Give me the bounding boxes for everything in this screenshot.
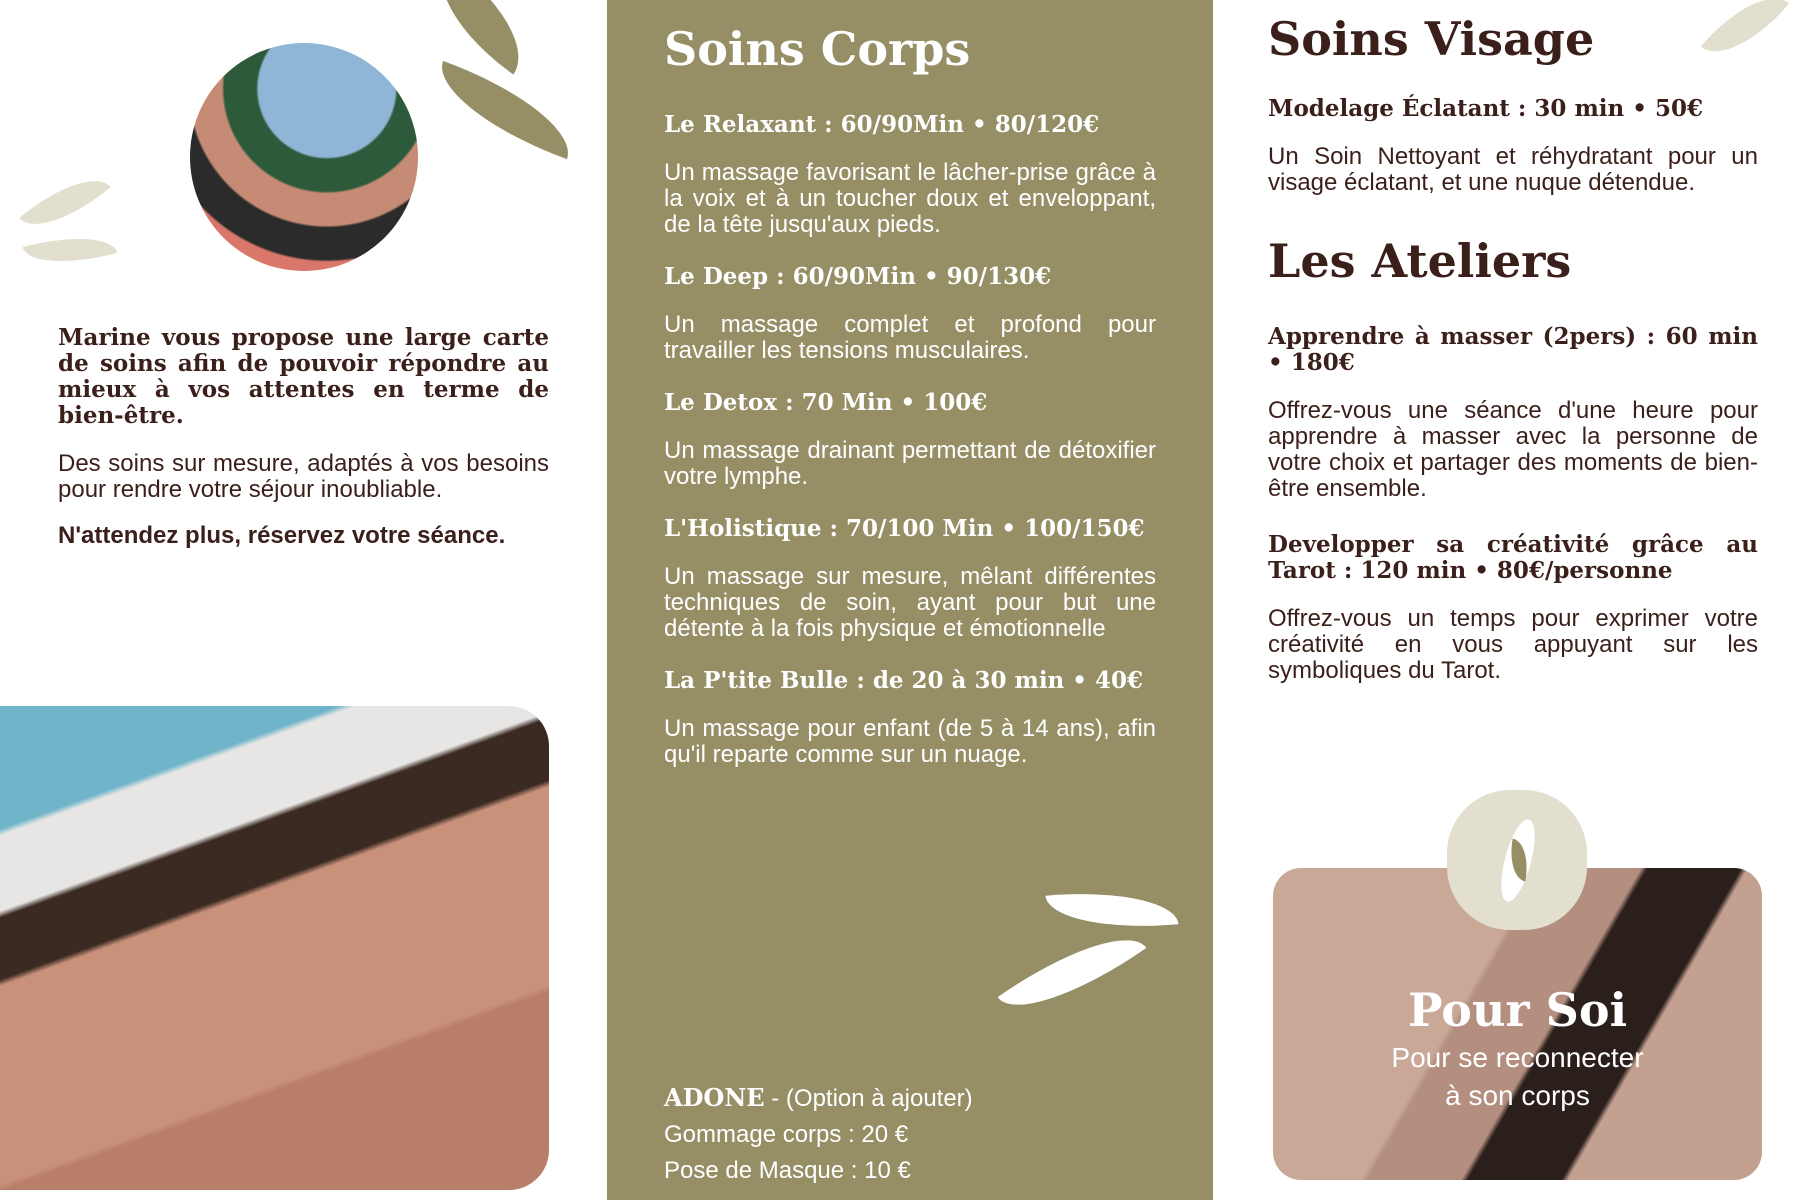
addon-masque: Pose de Masque : 10 €	[664, 1157, 911, 1184]
call-to-action: N'attendez plus, réservez votre séance.	[58, 522, 506, 549]
soin-corps-heading: Le Deep : 60/90Min • 90/130€	[664, 263, 1052, 290]
visage-heading: Modelage Éclatant : 30 min • 50€	[1268, 95, 1703, 122]
leaf-decoration	[426, 61, 584, 159]
flower-logo-icon	[1447, 790, 1587, 930]
intro-text: Des soins sur mesure, adaptés à vos besoins pour rendre votre séjour inoubliable.	[58, 450, 549, 503]
soin-corps-heading: Le Relaxant : 60/90Min • 80/120€	[664, 111, 1100, 138]
ateliers-title: Les Ateliers	[1268, 234, 1572, 288]
leaf-decoration	[1046, 884, 1179, 935]
soin-corps-text: Un massage favorisant le lâcher-prise grâce à la voix et à un toucher doux et enveloppant, de la tête jusqu'aux pieds.	[664, 159, 1156, 238]
atelier-heading: Developper sa créativité grâce au Tarot : 120 min • 80€/personne	[1268, 531, 1758, 584]
leaf-decoration	[415, 0, 545, 74]
atelier-text: Offrez-vous un temps pour exprimer votre créativité en vous appuyant sur les symboliques du Tarot.	[1268, 605, 1758, 684]
pour-soi-title: Pour Soi	[1407, 983, 1628, 1037]
soin-corps-text: Un massage drainant permettant de détoxifier votre lymphe.	[664, 437, 1156, 490]
addon-brand: ADONE	[664, 1083, 765, 1112]
therapist-photo	[190, 43, 418, 271]
soin-corps-heading: L'Holistique : 70/100 Min • 100/150€	[664, 515, 1145, 542]
soin-corps-text: Un massage sur mesure, mêlant différentes techniques de soin, ayant pour but une détente à la fois physique et émotionnelle	[664, 563, 1156, 642]
leaf-decoration	[23, 224, 118, 276]
soins-visage-title: Soins Visage	[1268, 12, 1595, 66]
soin-corps-heading: La P'tite Bulle : de 20 à 30 min • 40€	[664, 667, 1144, 694]
soin-corps-text: Un massage complet et profond pour travailler les tensions musculaires.	[664, 311, 1156, 364]
intro-bold: Marine vous propose une large carte de soins afin de pouvoir répondre au mieux à vos attentes en terme de bien-être.	[58, 324, 549, 429]
soin-corps-heading: Le Detox : 70 Min • 100€	[664, 389, 988, 416]
atelier-text: Offrez-vous une séance d'une heure pour apprendre à masser avec la personne de votre choix et partager des moments de bien-être ensemble.	[1268, 397, 1758, 502]
soin-corps-text: Un massage pour enfant (de 5 à 14 ans), afin qu'il reparte comme sur un nuage.	[664, 715, 1156, 768]
pour-soi-subtitle: à son corps	[1445, 1080, 1590, 1111]
visage-text: Un Soin Nettoyant et réhydratant pour un visage éclatant, et une nuque détendue.	[1268, 143, 1758, 196]
pour-soi-subtitle: Pour se reconnecter	[1391, 1042, 1644, 1073]
soins-corps-panel	[607, 0, 1213, 1200]
atelier-heading: Apprendre à masser (2pers) : 60 min • 180€	[1268, 323, 1758, 376]
leaf-decoration	[19, 160, 110, 245]
soins-corps-title: Soins Corps	[664, 22, 971, 76]
addon-note: - (Option à ajouter)	[764, 1085, 973, 1112]
leaf-decoration	[998, 911, 1147, 1034]
addon-gommage: Gommage corps : 20 €	[664, 1121, 909, 1148]
massage-photo	[0, 706, 549, 1190]
